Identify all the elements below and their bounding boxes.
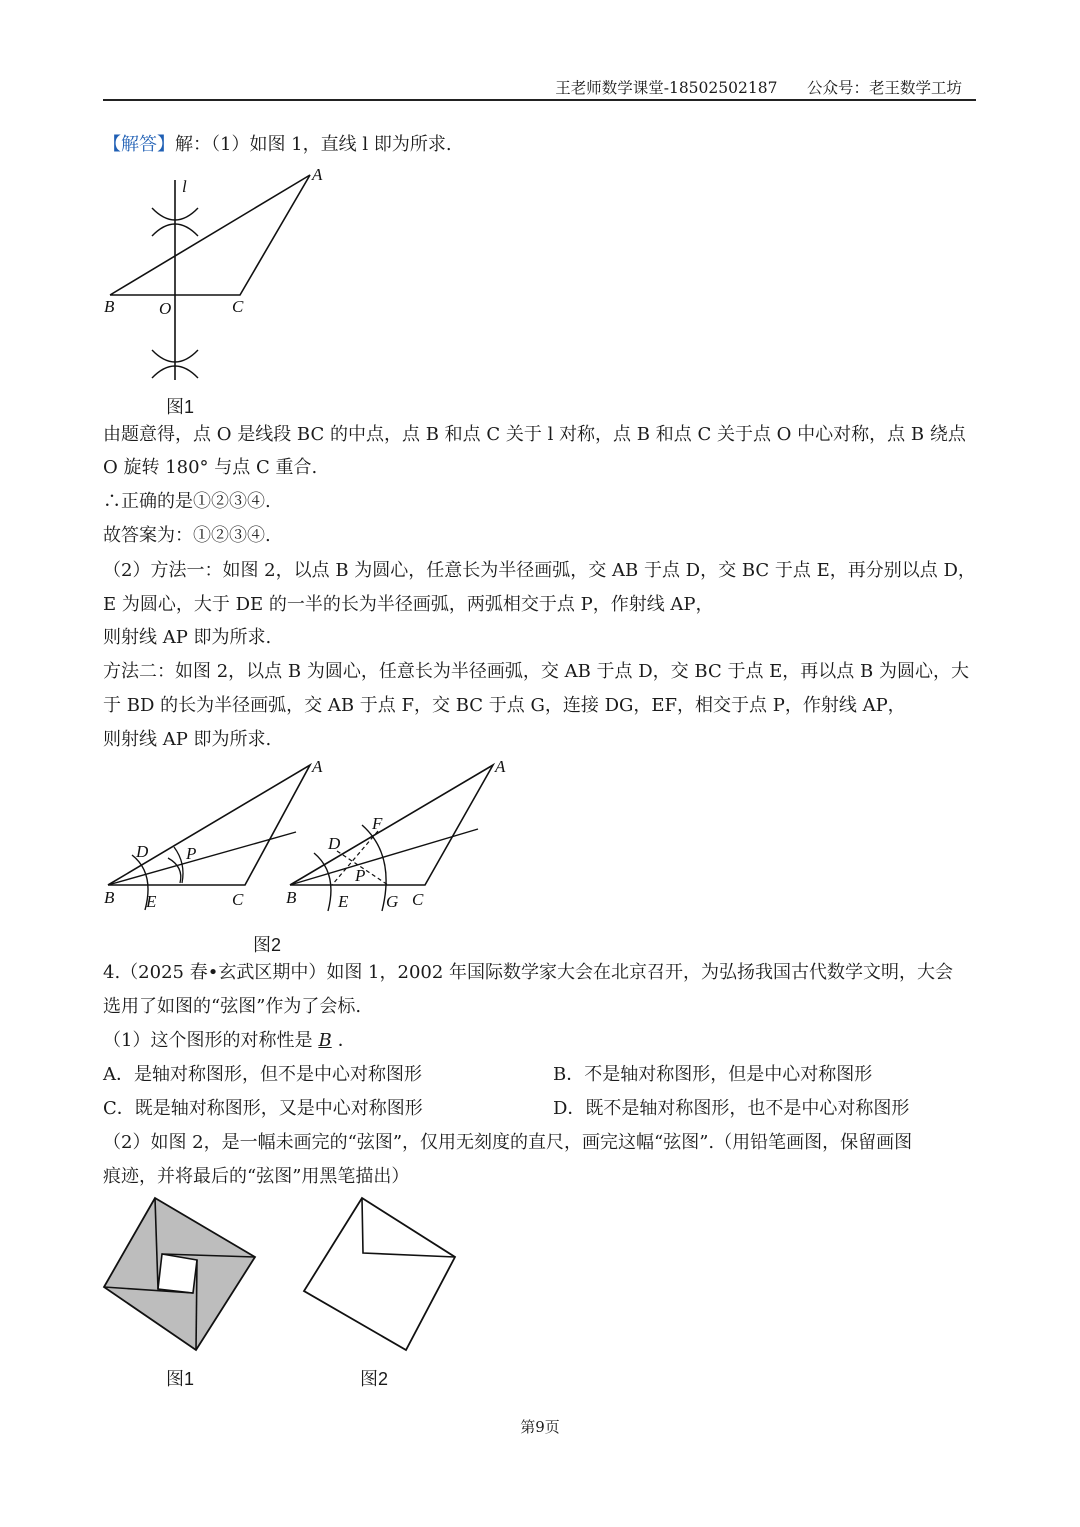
left-label-a: A bbox=[312, 757, 323, 776]
solution-line-6c: 则射线 AP 即为所求. bbox=[103, 729, 272, 750]
q4-line-1: 4.（2025 春•玄武区期中）如图 1，2002 年国际数学家大会在北京召开，为弘扬我国古代数学文明，大会 bbox=[103, 962, 954, 983]
figure-2-angle-bisectors bbox=[100, 755, 520, 925]
label-o: O bbox=[159, 299, 172, 318]
right-label-a: A bbox=[495, 757, 506, 776]
solution-line-6b: 于 BD 的长为半径画弧，交 AB 于点 F，交 BC 于点 G，连接 DG，EF，相交于点 P，作射线 AP， bbox=[103, 695, 906, 716]
figure-2-caption: 图2 bbox=[253, 935, 282, 955]
left-label-e: E bbox=[146, 892, 157, 911]
option-c: C．既是轴对称图形，又是中心对称图形 bbox=[103, 1098, 423, 1119]
outer-square-unfinished bbox=[304, 1198, 455, 1350]
right-label-e: E bbox=[338, 892, 349, 911]
solution-line-4: 故答案为：①②③④. bbox=[103, 525, 271, 546]
label-l: l bbox=[182, 177, 187, 196]
left-label-c: C bbox=[232, 890, 244, 909]
solution-line-5a: （2）方法一：如图 2，以点 B 为圆心，任意长为半径画弧，交 AB 于点 D，交 BC 于点 E，再分别以点 D， bbox=[103, 560, 976, 581]
option-d: D．既不是轴对称图形，也不是中心对称图形 bbox=[553, 1098, 910, 1119]
xiantu-caption-1: 图1 bbox=[166, 1369, 195, 1389]
page-number: 第9页 bbox=[520, 1418, 560, 1436]
label-a: A bbox=[312, 165, 323, 184]
answer-tag: 【解答】 bbox=[103, 134, 175, 155]
left-label-b: B bbox=[104, 888, 115, 907]
option-a: A．是轴对称图形，但不是中心对称图形 bbox=[103, 1064, 422, 1085]
figure-xiantu-complete bbox=[100, 1195, 260, 1355]
q4-line-2: 选用了如图的“弦图”作为了会标. bbox=[103, 996, 362, 1017]
figure-1-perpendicular-bisector bbox=[100, 160, 340, 390]
solution-line-5c: 则射线 AP 即为所求. bbox=[103, 627, 272, 648]
q4-sub2a: （2）如图 2，是一幅未画完的“弦图”，仅用无刻度的直尺，画完这幅“弦图”.（用铅笔画图，保留画图 bbox=[103, 1132, 913, 1153]
figure-1-caption: 图1 bbox=[166, 397, 195, 417]
inner-square bbox=[158, 1254, 197, 1293]
q4-sub2b: 痕迹，并将最后的“弦图”用黑笔描出） bbox=[103, 1166, 410, 1187]
xiantu-caption-2: 图2 bbox=[360, 1369, 389, 1389]
left-label-p: P bbox=[186, 844, 197, 863]
solution-line-1: 【解答】解：（1）如图 1，直线 l 即为所求. bbox=[103, 134, 452, 155]
solution-line-2b: O 旋转 180° 与点 C 重合. bbox=[103, 457, 318, 478]
label-b: B bbox=[104, 297, 115, 316]
triangle-abc bbox=[110, 175, 310, 295]
right-label-p: P bbox=[355, 866, 366, 885]
solution-line-5b: E 为圆心，大于 DE 的一半的长为半径画弧，两弧相交于点 P，作射线 AP， bbox=[103, 594, 714, 615]
left-label-d: D bbox=[136, 842, 149, 861]
q4-sub1: （1）这个图形的对称性是 B ． bbox=[103, 1030, 356, 1051]
header-divider bbox=[103, 99, 976, 101]
solution-line-2a: 由题意得，点 O 是线段 BC 的中点，点 B 和点 C 关于 l 对称，点 B 和点 C 关于点 O 中心对称，点 B 绕点 bbox=[103, 424, 966, 445]
right-label-b: B bbox=[286, 888, 297, 907]
figure-xiantu-unfinished bbox=[300, 1195, 460, 1355]
header-text: 王老师数学课堂-18502502187 公众号：老王数学工坊 bbox=[555, 79, 962, 97]
right-label-g: G bbox=[386, 892, 399, 911]
option-b: B．不是轴对称图形，但是中心对称图形 bbox=[553, 1064, 873, 1085]
answer-blank: B bbox=[318, 1030, 332, 1051]
figure-2-right bbox=[286, 757, 506, 911]
right-label-d: D bbox=[328, 834, 341, 853]
solution-line-6a: 方法二：如图 2，以点 B 为圆心，任意长为半径画弧，交 AB 于点 D，交 BC 于点 E，再以点 B 为圆心，大 bbox=[103, 661, 969, 682]
label-c: C bbox=[232, 297, 244, 316]
right-label-c: C bbox=[412, 890, 424, 909]
right-label-f: F bbox=[372, 814, 383, 833]
solution-line-3: ∴正确的是①②③④. bbox=[103, 491, 271, 512]
